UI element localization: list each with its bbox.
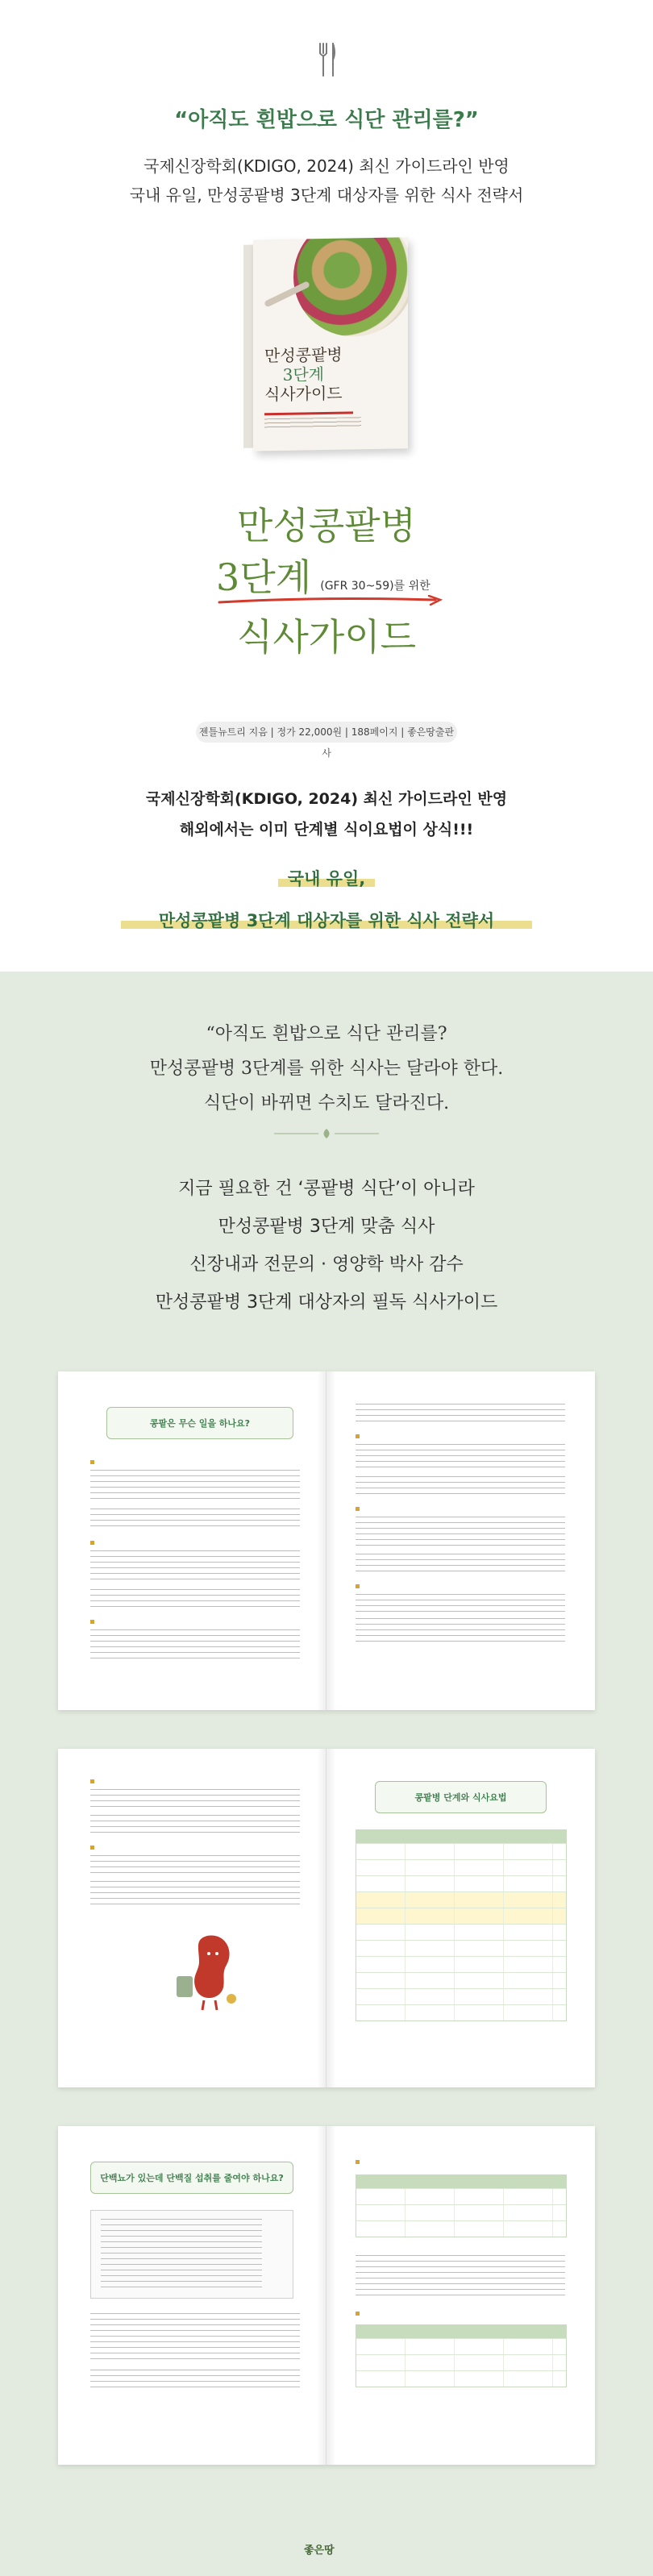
text-block (356, 1554, 565, 1571)
table-row-highlight (356, 1891, 566, 1908)
text-block (356, 1476, 565, 1494)
table-header (356, 2325, 566, 2338)
text-block (101, 2219, 262, 2291)
table-row (356, 2188, 566, 2204)
publisher-logo: 좋은땅 (304, 2545, 335, 2557)
spread-2-left-page (58, 1749, 326, 2087)
kdigo-line1: 국제신장학회(KDIGO, 2024) 최신 가이드라인 반영 (145, 790, 508, 808)
bullet-heading (356, 1583, 363, 1590)
table-row (356, 1972, 566, 1988)
table-row (356, 1843, 566, 1859)
salad-bowl-illustration (293, 237, 408, 337)
point-1: 지금 필요한 건 ‘콩팥병 식단’이 아니라 (178, 1179, 475, 1199)
bullet-heading (90, 1618, 98, 1625)
text-block (90, 1881, 300, 1905)
text-block (90, 1589, 300, 1607)
highlight-line1: 국내 유일, (287, 869, 366, 888)
preview-section (0, 972, 653, 2576)
text-block (90, 1550, 300, 1579)
chapter-box-2: 콩팥병 단계와 식사요법 (375, 1781, 547, 1813)
cover-text-lines (264, 417, 361, 430)
bullet-heading (90, 1778, 98, 1785)
text-block (90, 1629, 300, 1658)
table-row (356, 2354, 566, 2370)
info-box (90, 2210, 293, 2299)
ratio-table (356, 2324, 567, 2387)
table-row (356, 1940, 566, 1956)
text-block (90, 1470, 300, 1499)
spread-3-right-page (326, 2126, 595, 2465)
title-line2-sub: (GFR 30~59)를 위한 (320, 580, 430, 593)
book-cover (253, 237, 408, 451)
book-spread-3 (58, 2126, 595, 2465)
text-block (356, 1444, 565, 1468)
protein-table (356, 2174, 567, 2237)
table-row (356, 2204, 566, 2220)
highlight-line2: 만성콩팥병 3단계 대상자를 위한 식사 전략서 (158, 911, 495, 930)
title-line1: 만성콩팥병 (236, 504, 417, 547)
book-spread-1 (58, 1371, 595, 1710)
subheadline-2: 국내 유일, 만성콩팥병 3단계 대상자를 위한 식사 전략서 (129, 185, 524, 205)
quote-line1: “아직도 흰밥으로 식단 관리를? (206, 1024, 447, 1044)
table-row (356, 1956, 566, 1972)
bullet-heading (90, 1844, 98, 1851)
cover-title (264, 345, 343, 405)
cover-title-line1: 만성콩팥병 (264, 344, 343, 366)
table-row (356, 1988, 566, 2004)
bullet-heading (356, 1433, 363, 1440)
book-spread-2 (58, 1749, 595, 2087)
chapter-box-1: 콩팥은 무슨 일을 하나요? (106, 1407, 293, 1439)
text-block (90, 2370, 300, 2387)
cover-title-line3: 식사가이드 (264, 383, 343, 405)
text-block (90, 1789, 300, 1807)
bullet-heading (356, 2310, 363, 2317)
point-4: 만성콩팥병 3단계 대상자의 필독 식사가이드 (155, 1292, 498, 1313)
table-row (356, 1924, 566, 1940)
table-row (356, 2004, 566, 2020)
chapter-box-3: 단백뇨가 있는데 단백질 섭취를 줄여야 하나요? (90, 2162, 293, 2194)
title-line3: 식사가이드 (236, 615, 417, 659)
text-block (356, 1404, 565, 1421)
fork-knife-icon (316, 42, 337, 77)
table-row-highlight (356, 1908, 566, 1924)
table-row (356, 2370, 566, 2387)
text-block (356, 1618, 565, 1642)
text-block (90, 1815, 300, 1833)
text-block (356, 2255, 565, 2295)
point-3: 신장내과 전문의 · 영양학 박사 감수 (189, 1255, 464, 1275)
title-line2-row (216, 548, 430, 597)
book-meta-pill: 젠틀뉴트리 지음 | 정가 22,000원 | 188페이지 | 좋은땅출판사 (196, 722, 457, 743)
text-block (356, 1517, 565, 1546)
spread-1-right-page (326, 1371, 595, 1710)
text-block (90, 2313, 300, 2362)
quote-line2: 만성콩팥병 3단계를 위한 식사는 달라야 한다. (149, 1059, 504, 1079)
kidney-icon (175, 1926, 239, 2015)
spread-3-left-page (58, 2126, 326, 2465)
subheadline-1: 국제신장학회(KDIGO, 2024) 최신 가이드라인 반영 (143, 156, 510, 176)
bullet-heading (356, 2158, 363, 2166)
bullet-heading (356, 1505, 363, 1513)
bullet-heading (90, 1539, 98, 1546)
book-gutter (317, 1749, 336, 2087)
headline: “아직도 흰밥으로 식단 관리를?” (174, 108, 479, 132)
cover-red-bar (264, 411, 353, 415)
book-gutter (317, 2126, 336, 2465)
spread-1-left-page (58, 1371, 326, 1710)
table-row (356, 1875, 566, 1891)
stage-table (356, 1829, 567, 2021)
table-header (356, 2175, 566, 2188)
book-cover-image (243, 237, 406, 450)
intro-section (0, 0, 653, 972)
book-gutter (317, 1371, 336, 1710)
quote-line3: 식단이 바뀌면 수치도 달라진다. (203, 1093, 450, 1113)
table-header (356, 1830, 566, 1843)
table-row (356, 2220, 566, 2237)
title-line2: 3단계 (216, 556, 312, 599)
spread-2-right-page (326, 1749, 595, 2087)
kdigo-line2: 해외에서는 이미 단계별 식이요법이 상식!!! (179, 821, 474, 839)
swoosh-icon (218, 595, 451, 606)
table-row (356, 1859, 566, 1875)
text-block (90, 1509, 300, 1526)
text-block (356, 1594, 565, 1612)
leaf-divider-icon (274, 1128, 379, 1139)
table-row (356, 2338, 566, 2354)
book-spine (243, 245, 253, 448)
cover-title-line2: 3단계 (282, 364, 324, 385)
text-block (90, 1855, 300, 1873)
point-2: 만성콩팥병 3단계 맞춤 식사 (218, 1217, 435, 1237)
bullet-heading (90, 1459, 98, 1466)
